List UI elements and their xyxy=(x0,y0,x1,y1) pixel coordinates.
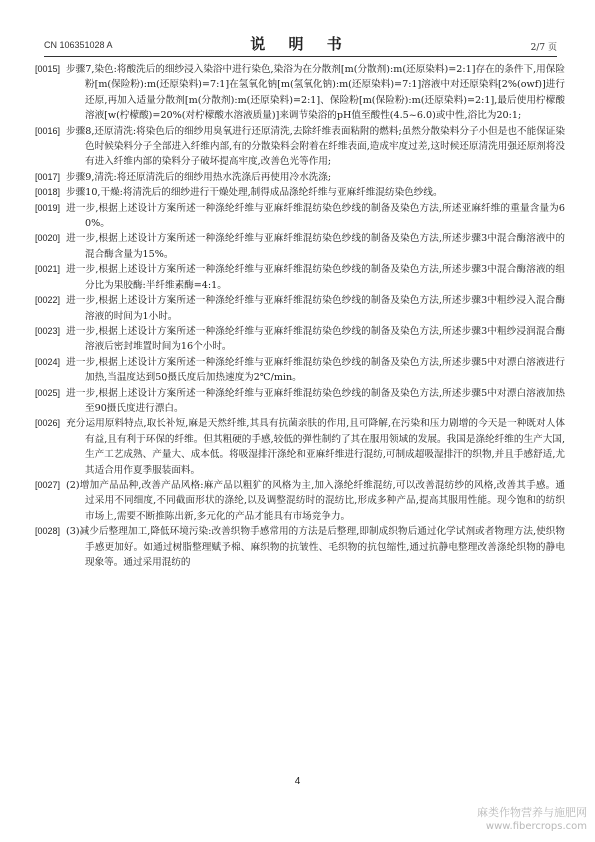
paragraph-text: 进一步,根据上述设计方案所述一种涤纶纤维与亚麻纤维混纺染色纱线的制备及染色方法,所述步骤5中对漂白溶液进行加热,当温度达到50摄氏度后加热速度为2℃/min。 xyxy=(66,356,565,384)
paragraph-text: (3)减少后整理加工,降低环境污染:改善织物手感常用的方法是后整理,即制成织物后通过化学试剂或者物理方法,使织物手感更加好。如通过树脂整理赋予棉、麻织物的抗皱性、毛织物的抗包缩性,通过抗静电整理改善涤纶织物的静电现象等。通过采用混纺的 xyxy=(66,526,565,568)
page-header xyxy=(44,30,557,57)
paragraph xyxy=(35,524,565,570)
paragraph-text: 进一步,根据上述设计方案所述一种涤纶纤维与亚麻纤维混纺染色纱线的制备及染色方法,所述亚麻纤维的重量含量为60%。 xyxy=(66,202,565,230)
paragraph-text: 进一步,根据上述设计方案所述一种涤纶纤维与亚麻纤维混纺染色纱线的制备及染色方法,所述步骤3中粗纱浸润混合酶溶液后密封堆置时间为16个小时。 xyxy=(66,325,565,353)
document-title: 说 明 书 xyxy=(250,35,351,53)
paragraph-text: 步骤8,还原清洗:将染色后的细纱用臭氧进行还原清洗,去除纤维表面粘附的燃料;虽然分散染料分子小但是也不能保证染色时候染料分子全部进入纤维内部,有的分散染料会附着在纤维表面,造成牢度过差,这时候还原清洗用强还原剂将没有进入纤维内部的染料分子破坏提高牢度,改善色光等作用; xyxy=(66,125,565,168)
paragraph-number: [0018] xyxy=(35,187,61,198)
paragraph xyxy=(35,386,565,417)
paragraph-number: [0021] xyxy=(35,264,61,275)
paragraph-text: 进一步,根据上述设计方案所述一种涤纶纤维与亚麻纤维混纺染色纱线的制备及染色方法,所述步骤3中粗纱浸入混合酶溶液的时间为1小时。 xyxy=(66,295,565,322)
paragraph-number: [0015] xyxy=(35,64,61,74)
paragraph-text: 步骤7,染色:将酸洗后的细纱浸入染浴中进行染色,染浴为在分散剂[m(分散剂):m(还原染料)=2:1]存在的条件下,用保险粉[m(保险粉):m(还原染料)=7:1]在氢氧化钠[m(氢氧化钠):m(还原染料)=7:1]溶液中对还原染料[2%(owf)]进行还原,再加入适量分散剂[m(分散剂):m(还原染料)=2:1]、保险粉[m(保险粉):m(还原染料)=2:1],最后使用柠檬酸溶液[w(柠檬酸)=20%(对柠檬酸水溶液质量)]来调节染浴的pH值至酸性(4.5~6.0)或中性,浴比为20:1; xyxy=(66,64,565,122)
publication-number: CN 106351028 A xyxy=(44,40,113,50)
paragraph-number: [0028] xyxy=(35,526,61,537)
paragraph-number: [0024] xyxy=(35,356,61,367)
paragraph-number: [0017] xyxy=(35,171,61,182)
paragraph-text: 步骤9,清洗:将还原清洗后的细纱用热水洗涤后再使用冷水洗涤; xyxy=(66,171,332,183)
paragraph-number: [0025] xyxy=(35,387,61,398)
paragraph xyxy=(35,231,565,262)
paragraph-number: [0023] xyxy=(35,325,61,336)
paragraph-number: [0020] xyxy=(35,233,61,244)
paragraph xyxy=(35,170,565,185)
paragraph-text: (2)增加产品品种,改善产品风格:麻产品以粗犷的风格为主,加入涤纶纤维混纺,可以改善混纺纱的风格,改善其手感。通过采用不同细度,不同截面形状的涤纶,以及调整混纺时的混纺比,形成多种产品,提高其服用性能。现今饱和的纺织市场上,需要不断推陈出新,多元化的产品才能具有市场竞争力。 xyxy=(66,479,565,522)
document-body xyxy=(35,62,565,570)
watermark xyxy=(477,806,587,834)
page-count: 2/7 页 xyxy=(530,43,557,53)
watermark-url: www.fibercrops.com xyxy=(485,821,587,832)
paragraph-number: [0016] xyxy=(35,125,61,136)
paragraph-text: 进一步,根据上述设计方案所述一种涤纶纤维与亚麻纤维混纺染色纱线的制备及染色方法,所述步骤3中混合酶溶液的组分比为果胶酶:半纤维素酶=4:1。 xyxy=(66,264,565,291)
paragraph xyxy=(35,324,565,355)
paragraph xyxy=(35,201,565,232)
paragraph-text: 进一步,根据上述设计方案所述一种涤纶纤维与亚麻纤维混纺染色纱线的制备及染色方法,所述步骤3中混合酶溶液中的混合酶含量为15%。 xyxy=(66,233,565,260)
paragraph xyxy=(35,185,565,200)
watermark-site-name: 麻类作物营养与施肥网 xyxy=(477,806,587,819)
paragraph-number: [0026] xyxy=(35,418,61,429)
paragraph xyxy=(35,293,565,324)
paragraph-text: 进一步,根据上述设计方案所述一种涤纶纤维与亚麻纤维混纺染色纱线的制备及染色方法,所述步骤5中对漂白溶液加热至90摄氏度进行漂白。 xyxy=(66,387,565,414)
paragraph-text: 步骤10,干燥:将清洗后的细纱进行干燥处理,制得成品涤纶纤维与亚麻纤维混纺染色纱线。 xyxy=(66,187,443,199)
paragraph xyxy=(35,262,565,293)
paragraph xyxy=(35,124,565,170)
paragraph-number: [0022] xyxy=(35,295,61,306)
page-number: 4 xyxy=(294,776,301,787)
paragraph xyxy=(35,62,565,124)
paragraph-number: [0027] xyxy=(35,479,61,490)
paragraph xyxy=(35,416,565,478)
paragraph-text: 充分运用原料特点,取长补短,麻是天然纤维,其具有抗菌亲肤的作用,且可降解,在污染和压力剧增的今天是一种既对人体有益,且有利于环保的纤维。但其粗硬的手感,较低的弹性制约了其在服用领域的发展。我国是涤纶纤维的生产大国,生产工艺成熟、产量大、成本低。将吸湿排汗涤纶和亚麻纤维进行混纺,可制成超吸湿排汗的织物,并且手感舒适,尤其适合用作夏季服装面料。 xyxy=(66,418,565,476)
paragraph xyxy=(35,355,565,386)
paragraph-number: [0019] xyxy=(35,202,61,213)
paragraph xyxy=(35,478,565,524)
